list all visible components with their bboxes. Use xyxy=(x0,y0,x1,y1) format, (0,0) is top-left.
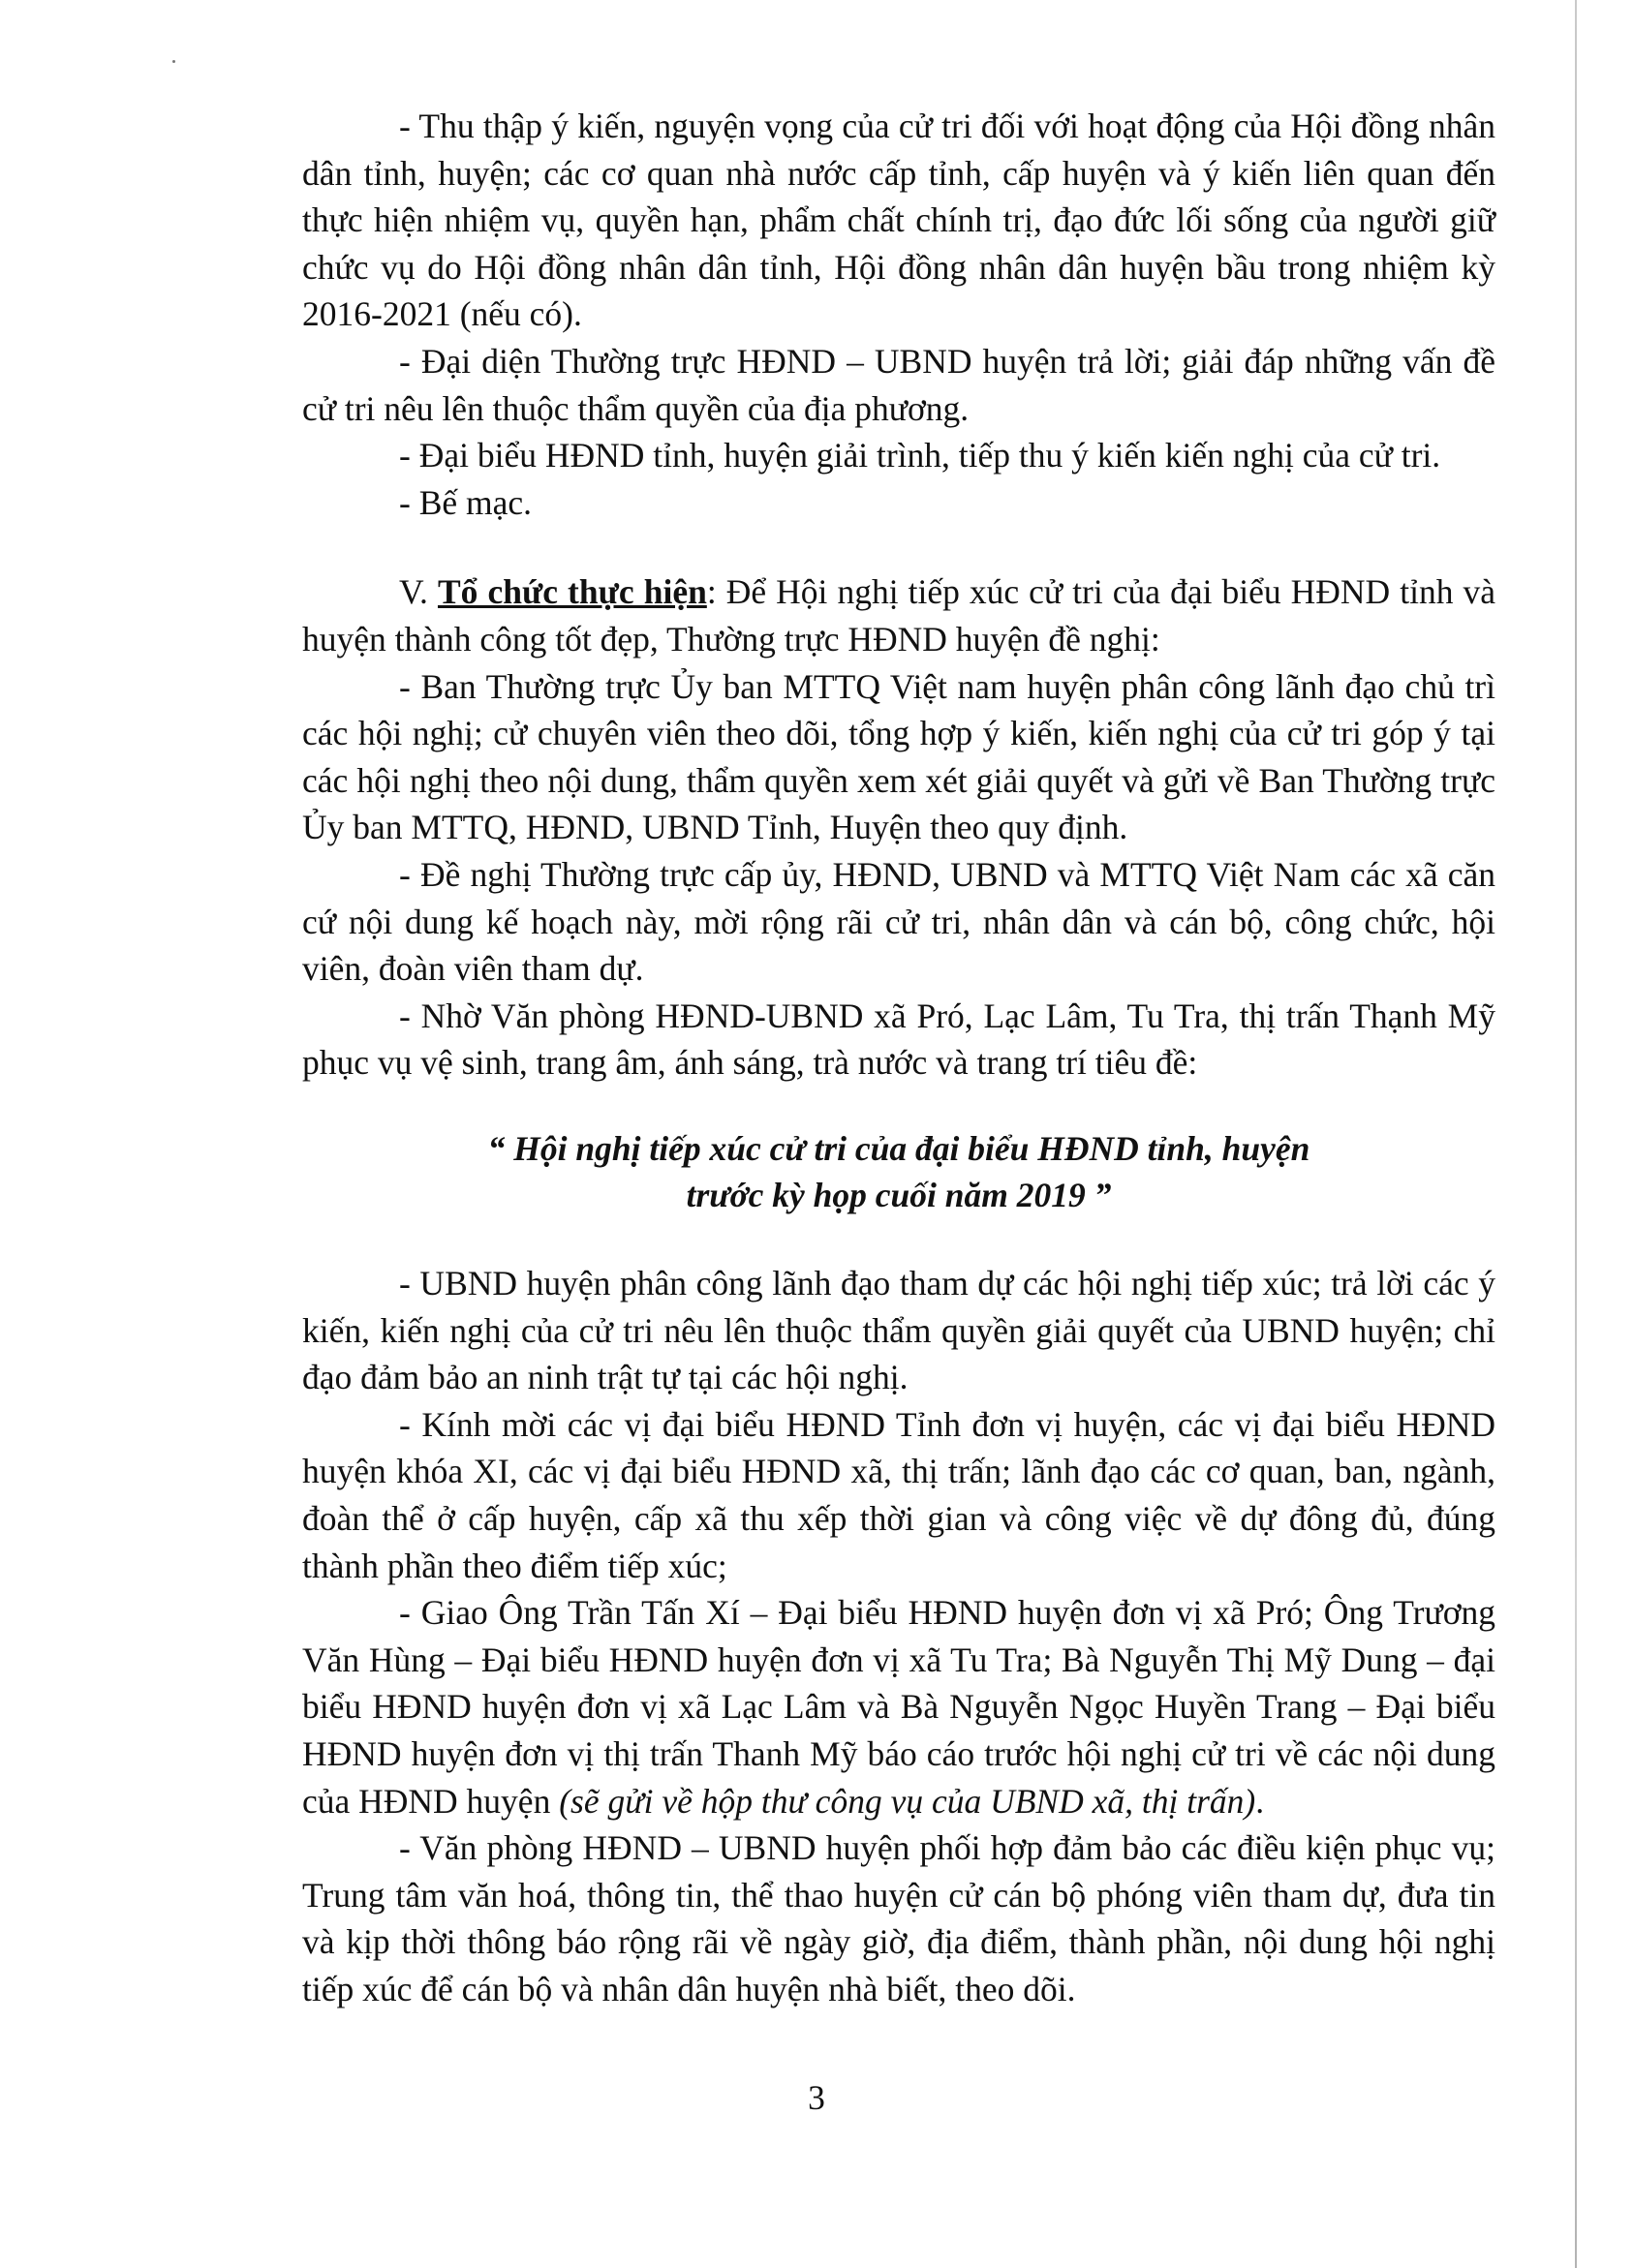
paragraph-delegates-explain: - Đại biểu HĐND tỉnh, huyện giải trình, tiếp thu ý kiến kiến nghị của cử tri. xyxy=(399,436,1441,475)
scan-edge-line xyxy=(1575,0,1577,2268)
page-number: 3 xyxy=(808,2078,825,2117)
section-v-paragraph xyxy=(302,568,1495,662)
assign-italic-note: (sẽ gửi về hộp thư công vụ của UBND xã, thị trấn) xyxy=(559,1781,1256,1821)
assign-text: - Giao Ông Trần Tấn Xí – Đại biểu HĐND huyện đơn vị xã Pró; Ông Trương Văn Hùng – Đại biểu HĐND huyện đơn vị xã Tu Tra; Bà Nguyễn Thị Mỹ Dung – đại biểu HĐND huyện đơn vị xã Lạc Lâm và Bà Nguyễn Ngọc Huyền Trang – Đại biểu HĐND huyện đơn vị thị trấn Thanh Mỹ báo cáo trước hội nghị cử tri về các nội dung của HĐND huyện xyxy=(302,1593,1495,1821)
paragraph-district-committee: - UBND huyện phân công lãnh đạo tham dự các hội nghị tiếp xúc; trả lời các ý kiến, kiến nghị của cử tri nêu lên thuộc thẩm quyền giải quyết của UBND huyện; chỉ đạo đảm bảo an ninh trật tự tại các hội nghị. xyxy=(302,1264,1495,1397)
section-v-label: V. xyxy=(399,572,438,612)
banner-line-2: trước kỳ họp cuối năm 2019 ” xyxy=(686,1176,1112,1215)
paragraph-collect-opinions: - Thu thập ý kiến, nguyện vọng của cử tri đối với hoạt động của Hội đồng nhân dân tỉnh, huyện; các cơ quan nhà nước cấp tỉnh, cấp huyện và ý kiến liên quan đến thực hiện nhiệm vụ, quyền hạn, phẩm chất chính trị, đạo đức lối sống của người giữ chức vụ do Hội đồng nhân dân tỉnh, Hội đồng nhân dân huyện bầu trong nhiệm kỳ 2016-2021 (nếu có). xyxy=(302,107,1495,334)
banner-line-1: “ Hội nghị tiếp xúc cử tri của đại biểu HĐND tỉnh, huyện xyxy=(487,1128,1310,1168)
section-v-text: : Để Hội nghị tiếp xúc cử tri của đại biểu HĐND tỉnh và huyện thành công tốt đẹp, Thường trực HĐND huyện đề nghị: xyxy=(302,572,1496,659)
paragraph-invite-delegates: - Kính mời các vị đại biểu HĐND Tỉnh đơn vị huyện, các vị đại biểu HĐND huyện khóa XI, các vị đại biểu HĐND xã, thị trấn; lãnh đạo các cơ quan, ban, ngành, đoàn thể ở cấp huyện, cấp xã thu xếp thời gian và công việc về dự đông đủ, đúng thành phần theo điểm tiếp xúc; xyxy=(302,1404,1495,1585)
scan-speck xyxy=(172,60,175,63)
paragraph-party-committees: - Đề nghị Thường trực cấp ủy, HĐND, UBND và MTTQ Việt Nam các xã căn cứ nội dung kế hoạch này, mời rộng rãi cử tri, nhân dân và cán bộ, công chức, hội viên, đoàn viên tham dự. xyxy=(302,854,1495,989)
paragraph-office-service: - Nhờ Văn phòng HĐND-UBND xã Pró, Lạc Lâm, Tu Tra, thị trấn Thạnh Mỹ phục vụ vệ sinh, trang âm, ánh sáng, trà nước và trang trí tiêu đề: xyxy=(302,996,1495,1083)
banner-title xyxy=(302,1125,1495,1219)
document-body xyxy=(302,103,1495,2013)
paragraph-closing: - Bế mạc. xyxy=(399,482,533,522)
assign-end: . xyxy=(1255,1781,1265,1821)
paragraph-front-committee: - Ban Thường trực Ủy ban MTTQ Việt nam huyện phân công lãnh đạo chủ trì các hội nghị; cử chuyên viên theo dõi, tổng hợp ý kiến, kiến nghị của cử tri góp ý tại các hội nghị theo nội dung, thẩm quyền xem xét giải quyết và gửi về Ban Thường trực Ủy ban MTTQ, HĐND, UBND Tỉnh, Huyện theo quy định. xyxy=(302,666,1495,847)
section-v-heading: Tổ chức thực hiện xyxy=(437,572,707,612)
paragraph-standing-answer: - Đại diện Thường trực HĐND – UBND huyện trả lời; giải đáp những vấn đề cử tri nêu lên thuộc thẩm quyền của địa phương. xyxy=(302,341,1495,428)
paragraph-office-coordinate: - Văn phòng HĐND – UBND huyện phối hợp đảm bảo các điều kiện phục vụ; Trung tâm văn hoá, thông tin, thể thao huyện cử cán bộ phóng viên tham dự, đưa tin và kịp thời thông báo rộng rãi về ngày giờ, địa điểm, thành phần, nội dung hội nghị tiếp xúc để cán bộ và nhân dân huyện nhà biết, theo dõi. xyxy=(302,1828,1495,2008)
paragraph-assign-delegates xyxy=(302,1589,1495,1824)
